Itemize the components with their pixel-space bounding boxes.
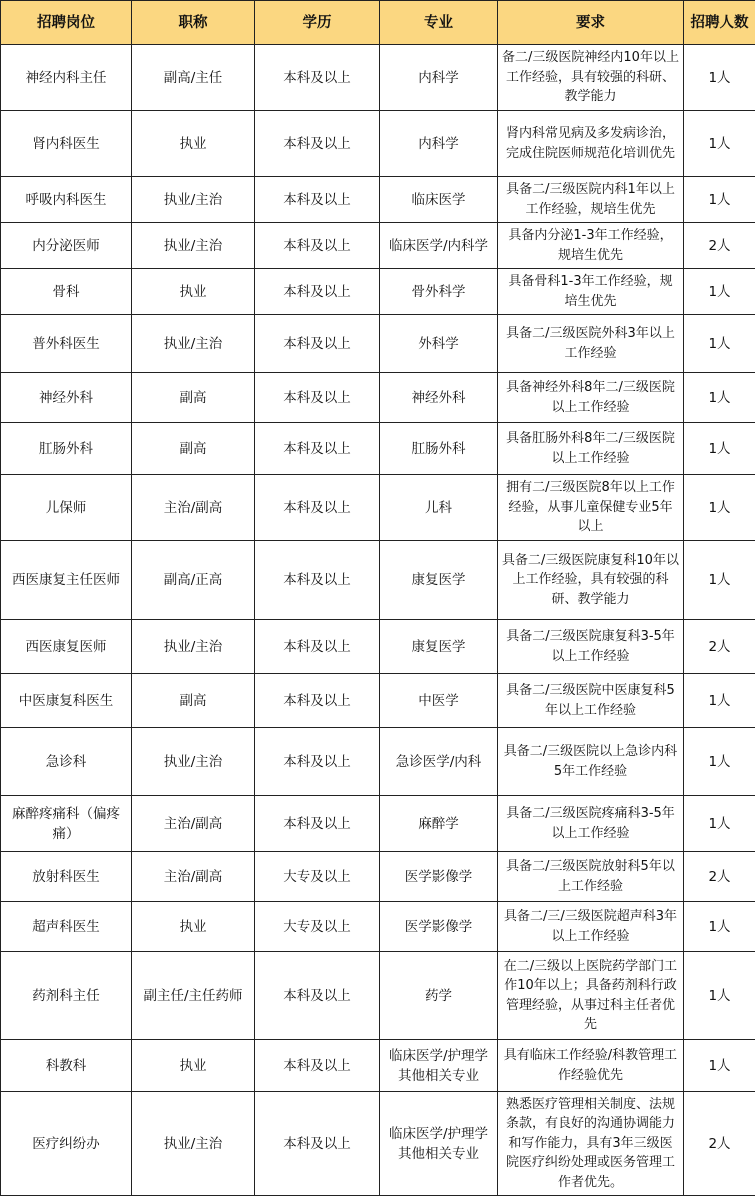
education-cell: 本科及以上 [255,952,380,1040]
education-cell: 本科及以上 [255,423,380,475]
headcount-cell: 1人 [684,902,755,952]
requirements-cell: 具备二/三级医院康复科10年以上工作经验，具有较强的科研、教学能力 [498,541,684,620]
table-row [1,674,755,728]
title-cell: 执业/主治 [132,223,255,269]
education-cell: 本科及以上 [255,475,380,541]
education-cell: 本科及以上 [255,796,380,852]
major-cell: 内科学 [380,45,498,111]
title-cell: 执业 [132,902,255,952]
major-cell: 康复医学 [380,541,498,620]
major-cell: 医学影像学 [380,902,498,952]
header-title: 职称 [132,1,255,45]
title-cell: 副高/正高 [132,541,255,620]
title-cell: 副高 [132,373,255,423]
education-cell: 大专及以上 [255,902,380,952]
headcount-cell: 1人 [684,541,755,620]
position-cell: 中医康复科医生 [1,674,132,728]
title-cell: 副高 [132,674,255,728]
table-row [1,796,755,852]
position-cell: 放射科医生 [1,852,132,902]
headcount-cell: 1人 [684,269,755,315]
headcount-cell: 1人 [684,373,755,423]
title-cell: 主治/副高 [132,796,255,852]
major-cell: 内科学 [380,111,498,177]
title-cell: 执业 [132,269,255,315]
table-row [1,620,755,674]
headcount-cell: 1人 [684,177,755,223]
table-row [1,177,755,223]
requirements-cell: 熟悉医疗管理相关制度、法规条款，有良好的沟通协调能力和写作能力，具有3年三级医院医疗纠纷处理或医务管理工作者优先。 [498,1092,684,1196]
requirements-cell: 备二/三级医院神经内10年以上工作经验，具有较强的科研、教学能力 [498,45,684,111]
position-cell: 西医康复主任医师 [1,541,132,620]
education-cell: 本科及以上 [255,373,380,423]
major-cell: 麻醉学 [380,796,498,852]
major-cell: 中医学 [380,674,498,728]
table-row [1,223,755,269]
requirements-cell: 具备二/三级医院内科1年以上工作经验，规培生优先 [498,177,684,223]
major-cell: 神经外科 [380,373,498,423]
major-cell: 临床医学/护理学其他相关专业 [380,1092,498,1196]
title-cell: 执业/主治 [132,620,255,674]
major-cell: 康复医学 [380,620,498,674]
position-cell: 肛肠外科 [1,423,132,475]
position-cell: 儿保师 [1,475,132,541]
position-cell: 超声科医生 [1,902,132,952]
header-major: 专业 [380,1,498,45]
position-cell: 麻醉疼痛科（偏疼痛） [1,796,132,852]
headcount-cell: 2人 [684,223,755,269]
education-cell: 本科及以上 [255,674,380,728]
table-row [1,1040,755,1092]
requirements-cell: 具备二/三级医院以上急诊内科5年工作经验 [498,728,684,796]
position-cell: 西医康复医师 [1,620,132,674]
title-cell: 主治/副高 [132,475,255,541]
major-cell: 临床医学 [380,177,498,223]
headcount-cell: 1人 [684,796,755,852]
education-cell: 本科及以上 [255,1092,380,1196]
education-cell: 本科及以上 [255,269,380,315]
title-cell: 执业 [132,111,255,177]
headcount-cell: 1人 [684,111,755,177]
education-cell: 本科及以上 [255,620,380,674]
requirements-cell: 在二/三级以上医院药学部门工作10年以上；具备药剂科行政管理经验，从事过科主任者优先 [498,952,684,1040]
position-cell: 急诊科 [1,728,132,796]
requirements-cell: 具备骨科1-3年工作经验，规培生优先 [498,269,684,315]
headcount-cell: 1人 [684,952,755,1040]
requirements-cell: 具备二/三/三级医院超声科3年以上工作经验 [498,902,684,952]
table-row [1,852,755,902]
position-cell: 内分泌医师 [1,223,132,269]
table-row [1,373,755,423]
position-cell: 肾内科医生 [1,111,132,177]
requirements-cell: 具备二/三级医院中医康复科5年以上工作经验 [498,674,684,728]
header-headcount: 招聘人数 [684,1,755,45]
title-cell: 执业/主治 [132,728,255,796]
education-cell: 本科及以上 [255,1040,380,1092]
title-cell: 执业/主治 [132,1092,255,1196]
education-cell: 本科及以上 [255,315,380,373]
major-cell: 儿科 [380,475,498,541]
headcount-cell: 2人 [684,1092,755,1196]
major-cell: 急诊医学/内科 [380,728,498,796]
headcount-cell: 1人 [684,423,755,475]
table-row [1,423,755,475]
title-cell: 执业 [132,1040,255,1092]
position-cell: 科教科 [1,1040,132,1092]
header-requirements: 要求 [498,1,684,45]
major-cell: 骨外科学 [380,269,498,315]
requirements-cell: 具备内分泌1-3年工作经验，规培生优先 [498,223,684,269]
major-cell: 临床医学/内科学 [380,223,498,269]
position-cell: 神经内科主任 [1,45,132,111]
table-row [1,269,755,315]
requirements-cell: 肾内科常见病及多发病诊治，完成住院医师规范化培训优先 [498,111,684,177]
major-cell: 药学 [380,952,498,1040]
headcount-cell: 1人 [684,1040,755,1092]
headcount-cell: 1人 [684,728,755,796]
title-cell: 执业/主治 [132,315,255,373]
table-row [1,952,755,1040]
table-row [1,541,755,620]
requirements-cell: 拥有二/三级医院8年以上工作经验，从事儿童保健专业5年以上 [498,475,684,541]
table-header-row [1,1,755,45]
education-cell: 本科及以上 [255,177,380,223]
table-row [1,728,755,796]
requirements-cell: 具备神经外科8年二/三级医院以上工作经验 [498,373,684,423]
header-education: 学历 [255,1,380,45]
position-cell: 药剂科主任 [1,952,132,1040]
headcount-cell: 1人 [684,475,755,541]
education-cell: 本科及以上 [255,223,380,269]
education-cell: 本科及以上 [255,45,380,111]
title-cell: 副主任/主任药师 [132,952,255,1040]
table-row [1,45,755,111]
position-cell: 骨科 [1,269,132,315]
major-cell: 外科学 [380,315,498,373]
major-cell: 肛肠外科 [380,423,498,475]
position-cell: 医疗纠纷办 [1,1092,132,1196]
table-row [1,475,755,541]
requirements-cell: 具备二/三级医院外科3年以上工作经验 [498,315,684,373]
title-cell: 主治/副高 [132,852,255,902]
headcount-cell: 1人 [684,45,755,111]
headcount-cell: 2人 [684,620,755,674]
education-cell: 本科及以上 [255,541,380,620]
table-row [1,1092,755,1196]
table-row [1,315,755,373]
position-cell: 呼吸内科医生 [1,177,132,223]
headcount-cell: 1人 [684,315,755,373]
title-cell: 执业/主治 [132,177,255,223]
requirements-cell: 具备肛肠外科8年二/三级医院以上工作经验 [498,423,684,475]
education-cell: 本科及以上 [255,111,380,177]
requirements-cell: 具备二/三级医院康复科3-5年以上工作经验 [498,620,684,674]
education-cell: 本科及以上 [255,728,380,796]
position-cell: 普外科医生 [1,315,132,373]
major-cell: 临床医学/护理学其他相关专业 [380,1040,498,1092]
position-cell: 神经外科 [1,373,132,423]
table-row [1,111,755,177]
headcount-cell: 2人 [684,852,755,902]
table-row [1,902,755,952]
title-cell: 副高/主任 [132,45,255,111]
headcount-cell: 1人 [684,674,755,728]
major-cell: 医学影像学 [380,852,498,902]
header-position: 招聘岗位 [1,1,132,45]
requirements-cell: 具备二/三级医院疼痛科3-5年以上工作经验 [498,796,684,852]
education-cell: 大专及以上 [255,852,380,902]
title-cell: 副高 [132,423,255,475]
requirements-cell: 具有临床工作经验/科教管理工作经验优先 [498,1040,684,1092]
requirements-cell: 具备二/三级医院放射科5年以上工作经验 [498,852,684,902]
